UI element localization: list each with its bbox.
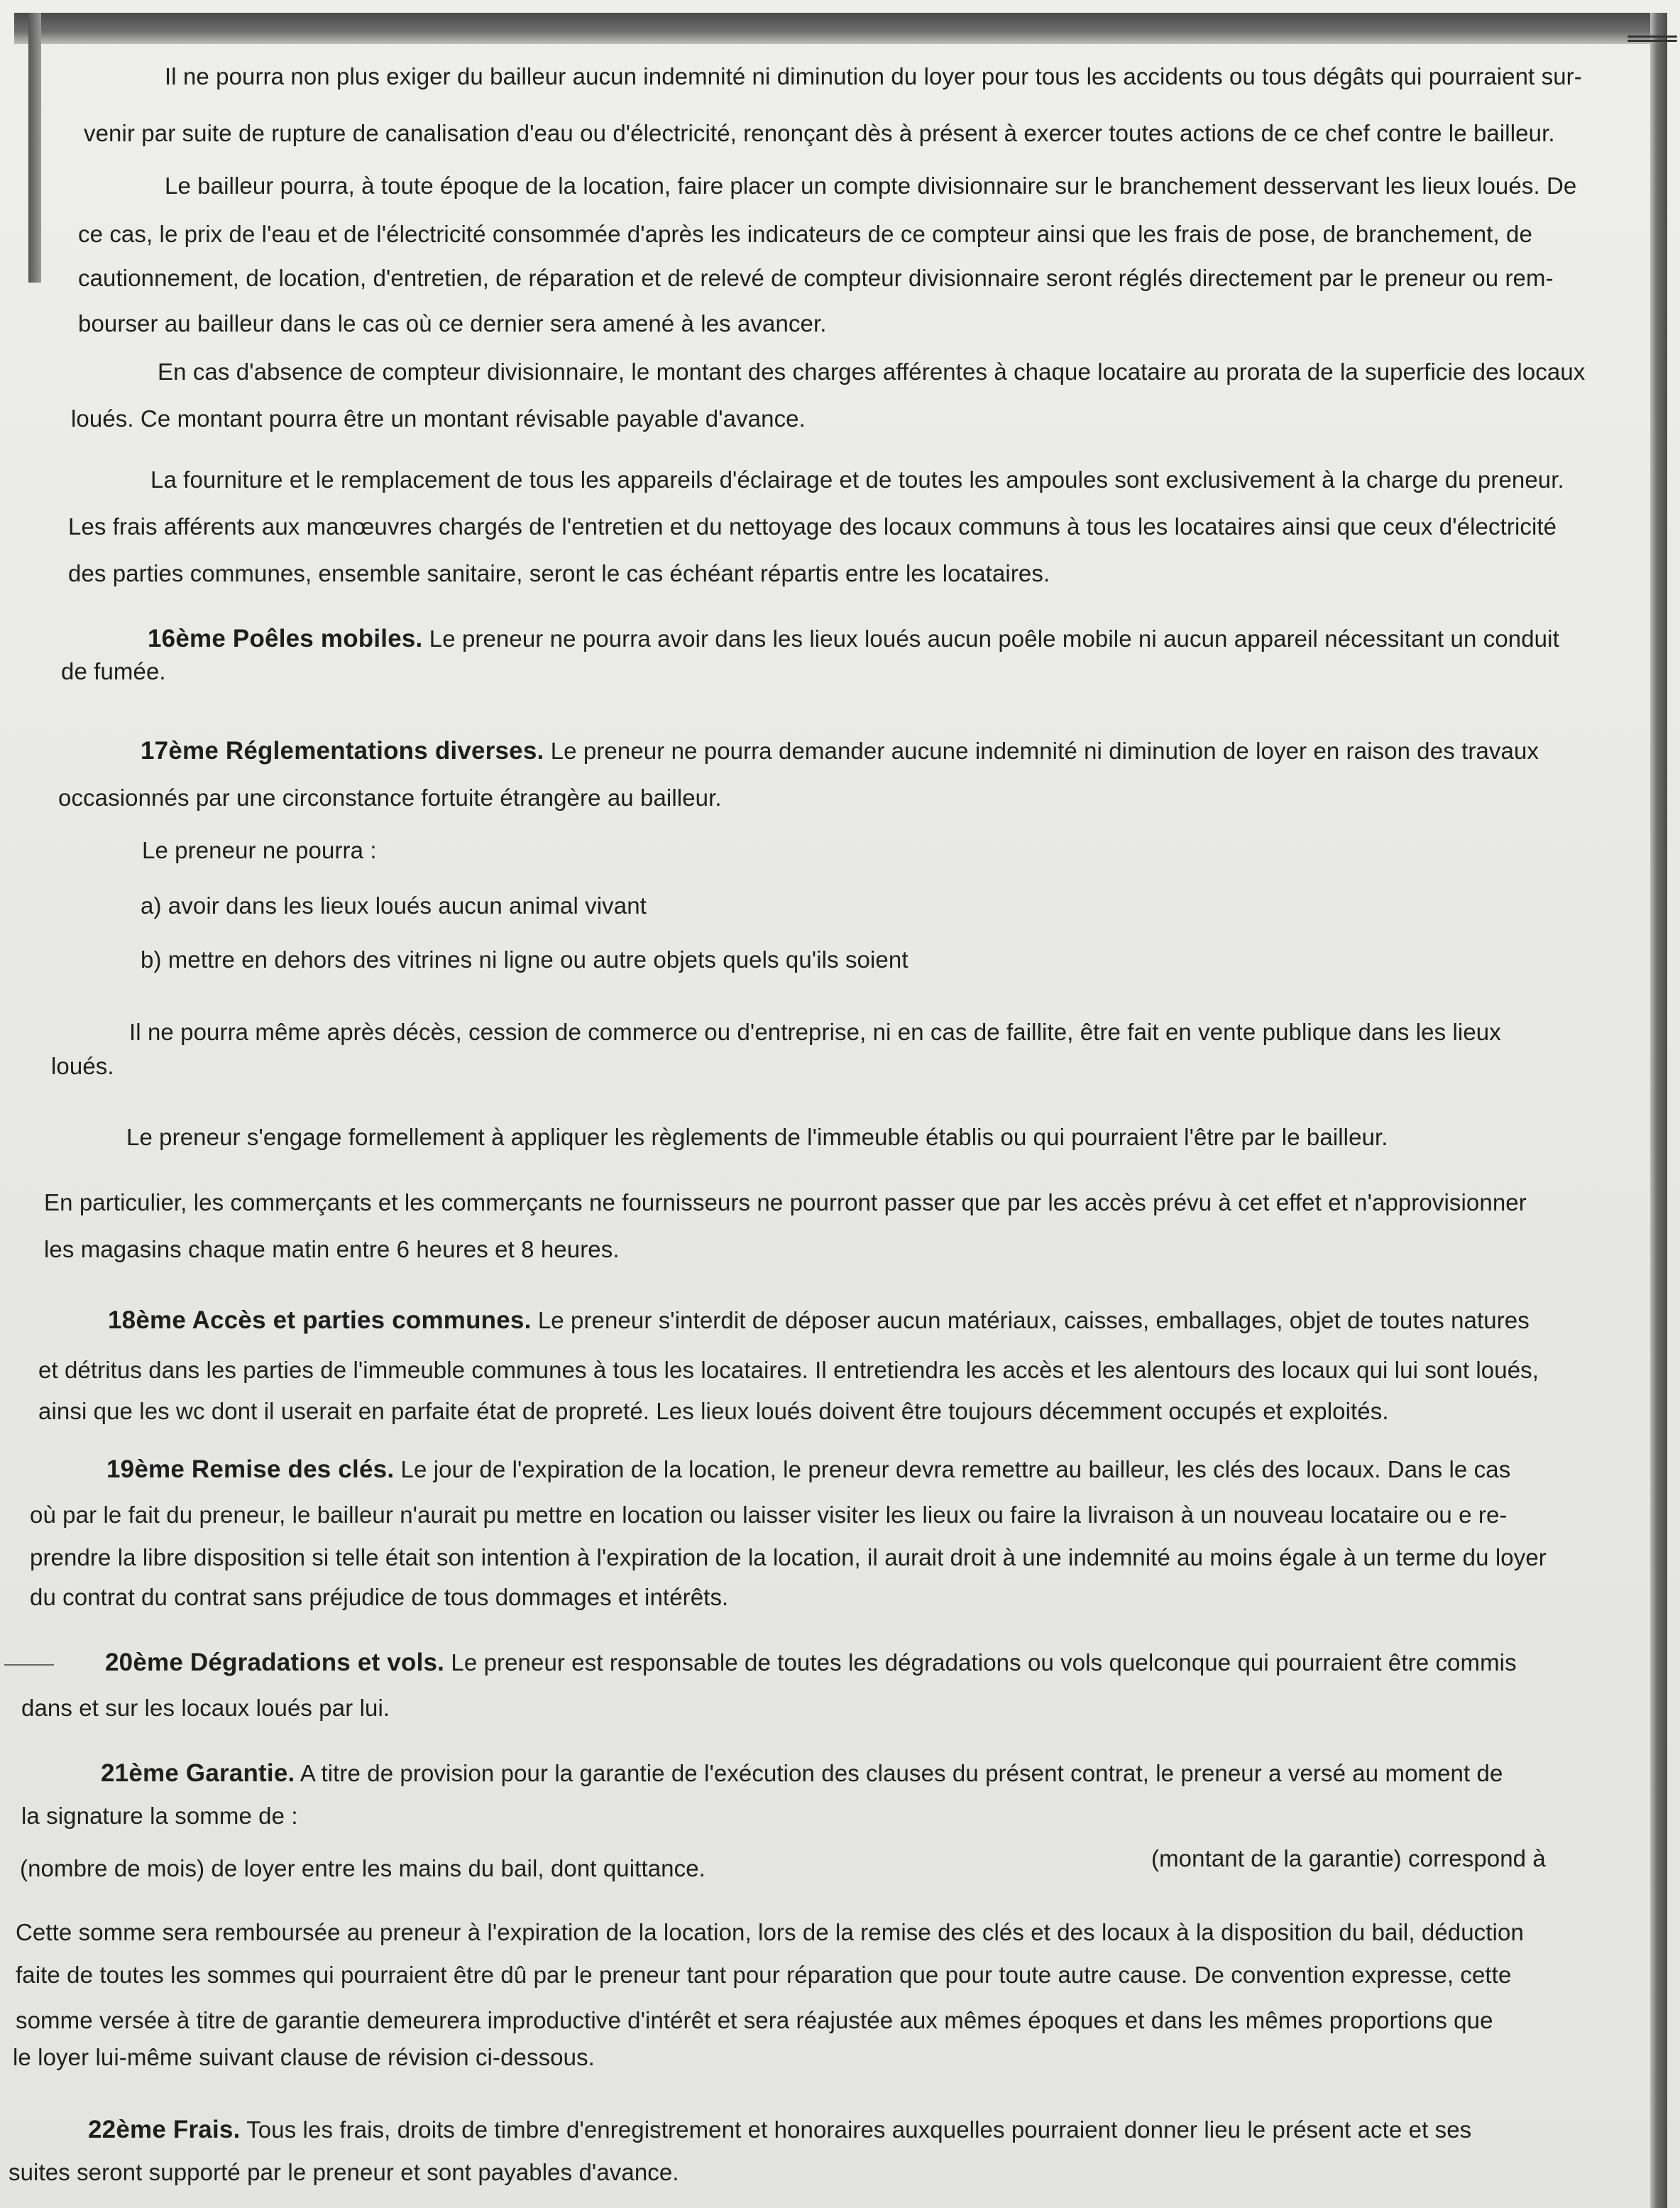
section-heading: 16ème Poêles mobiles	[148, 625, 416, 652]
list-item-b: b) mettre en dehors des vitrines ni ligne ou autre objets quels qu'ils soient	[141, 946, 908, 973]
text-line: ce cas, le prix de l'eau et de l'électricité consommée d'après les indicateurs de ce compteur ainsi que les frais de pose, de branchement, de	[78, 221, 1532, 247]
text-line: Le preneur ne pourra :	[142, 837, 377, 863]
scan-border-right	[1650, 13, 1667, 2208]
section-heading: 21ème Garantie	[101, 1759, 288, 1787]
text-line: (nombre de mois) de loyer entre les mains du bail, dont quittance.	[20, 1855, 706, 1881]
margin-pen-mark	[4, 1664, 54, 1666]
list-item-a: a) avoir dans les lieux loués aucun animal vivant	[141, 892, 647, 919]
text-line: Le preneur s'interdit de déposer aucun matériaux, caisses, emballages, objet de toutes natures	[537, 1307, 1530, 1333]
text-line: Les frais afférents aux manœuvres chargés de l'entretien et du nettoyage des locaux communs à tous les locataires ainsi que ceux d'électricité	[68, 513, 1557, 540]
text-line: Le jour de l'expiration de la location, le preneur devra remettre au bailleur, les clés des locaux. Dans le cas	[400, 1456, 1511, 1482]
text-line: des parties communes, ensemble sanitaire, seront le cas échéant répartis entre les locataires.	[68, 560, 1050, 586]
text-line: Il ne pourra même après décès, cession de commerce ou d'entreprise, ni en cas de faillite, être fait en vente publique dans les lieux	[129, 1019, 1501, 1045]
text-line: En particulier, les commerçants et les commerçants ne fournisseurs ne pourront passer que par les accès prévu à cet effet et n'approvisionner	[44, 1189, 1527, 1215]
section-heading: 17ème Réglementations diverses	[141, 737, 537, 765]
text-line: venir par suite de rupture de canalisation d'eau ou d'électricité, renonçant dès à présent à exercer toutes actions de ce chef contre le bailleur.	[84, 120, 1555, 146]
section-19: 19ème Remise des clés. Le jour de l'expiration de la location, le preneur devra remettre au bailleur, les clés des locaux. Dans le cas	[106, 1455, 1511, 1483]
section-heading: 19ème Remise des clés	[106, 1455, 388, 1483]
section-17: 17ème Réglementations diverses. Le preneur ne pourra demander aucune indemnité ni diminution de loyer en raison des travaux	[141, 737, 1539, 765]
text-line: Le preneur est responsable de toutes les dégradations ou vols quelconque qui pourraient être commis	[451, 1649, 1517, 1676]
text-line: Le preneur ne pourra demander aucune indemnité ni diminution de loyer en raison des travaux	[550, 738, 1539, 764]
text-line: Le preneur ne pourra avoir dans les lieux loués aucun poêle mobile ni aucun appareil nécessitant un conduit	[429, 625, 1559, 652]
text-line: où par le fait du preneur, le bailleur n'aurait pu mettre en location ou laisser visiter les lieux ou faire la livraison à un nouveau locataire ou e re-	[30, 1502, 1508, 1528]
text-line: la signature la somme de :	[21, 1803, 298, 1829]
text-line: le loyer lui-même suivant clause de révision ci-dessous.	[13, 2044, 595, 2070]
section-20: 20ème Dégradations et vols. Le preneur est responsable de toutes les dégradations ou vols quelconque qui pourraient être commis	[105, 1649, 1517, 1676]
text-line: dans et sur les locaux loués par lui.	[21, 1695, 390, 1721]
text-line: loués. Ce montant pourra être un montant révisable payable d'avance.	[71, 405, 806, 432]
scan-border-top	[14, 13, 1661, 44]
text-line: de fumée.	[61, 658, 166, 684]
text-line: Le bailleur pourra, à toute époque de la location, faire placer un compte divisionnaire sur le branchement desservant les lieux loués. De	[165, 173, 1577, 199]
section-heading: 22ème Frais	[88, 2116, 234, 2143]
section-21: 21ème Garantie. A titre de provision pour la garantie de l'exécution des clauses du présent contrat, le preneur a versé au moment de	[101, 1759, 1503, 1787]
section-heading: 18ème Accès et parties communes	[108, 1306, 525, 1334]
text-line: occasionnés par une circonstance fortuite étrangère au bailleur.	[58, 785, 722, 811]
corner-ink-mark	[1627, 35, 1677, 43]
section-16: 16ème Poêles mobiles. Le preneur ne pourra avoir dans les lieux loués aucun poêle mobile ni aucun appareil nécessitant un conduit	[148, 625, 1559, 652]
text-line: suites seront supporté par le preneur et sont payables d'avance.	[9, 2159, 679, 2185]
text-line: et détritus dans les parties de l'immeuble communes à tous les locataires. Il entretiendra les accès et les alentours des locaux qui lui sont loués,	[38, 1357, 1539, 1383]
document-body	[0, 43, 1647, 2208]
text-line: ainsi que les wc dont il userait en parfaite état de propreté. Les lieux loués doivent être toujours décemment occupés et exploités.	[38, 1398, 1389, 1424]
section-18: 18ème Accès et parties communes. Le preneur s'interdit de déposer aucun matériaux, caisses, emballages, objet de toutes natures	[108, 1306, 1530, 1334]
text-line: (montant de la garantie) correspond à	[1151, 1845, 1546, 1871]
section-heading: 20ème Dégradations et vols	[105, 1649, 438, 1676]
text-line: En cas d'absence de compteur divisionnaire, le montant des charges afférentes à chaque locataire au prorata de la superficie des locaux	[158, 359, 1586, 385]
text-line: Le preneur s'engage formellement à appliquer les règlements de l'immeuble établis ou qui pourraient l'être par le bailleur.	[126, 1124, 1388, 1150]
text-line: A titre de provision pour la garantie de l'exécution des clauses du présent contrat, le preneur a versé au moment de	[300, 1760, 1503, 1786]
text-line: les magasins chaque matin entre 6 heures et 8 heures.	[44, 1236, 620, 1262]
text-line: bourser au bailleur dans le cas où ce dernier sera amené à les avancer.	[78, 310, 827, 337]
text-line: du contrat du contrat sans préjudice de tous dommages et intérêts.	[30, 1584, 729, 1610]
section-22: 22ème Frais. Tous les frais, droits de timbre d'enregistrement et honoraires auxquelles pourraient donner lieu le présent acte et ses	[88, 2116, 1472, 2143]
text-line: La fourniture et le remplacement de tous les appareils d'éclairage et de toutes les ampoules sont exclusivement à la charge du preneur.	[150, 466, 1564, 493]
text-line: somme versée à titre de garantie demeurera improductive d'intérêt et sera réajustée aux mêmes époques et dans les mêmes proportions que	[16, 2007, 1493, 2033]
text-line: Tous les frais, droits de timbre d'enregistrement et honoraires auxquelles pourraient donner lieu le présent acte et ses	[246, 2116, 1472, 2143]
text-line: loués.	[51, 1053, 114, 1079]
text-line: faite de toutes les sommes qui pourraient être dû par le preneur tant pour réparation que pour toute autre cause. De convention expresse, cette	[16, 1962, 1512, 1988]
text-line: Cette somme sera remboursée au preneur à l'expiration de la location, lors de la remise des clés et des locaux à la disposition du bail, déduction	[16, 1919, 1524, 1945]
text-line: prendre la libre disposition si telle était son intention à l'expiration de la location, il aurait droit à une indemnité au moins égale à un terme du loyer	[30, 1544, 1547, 1570]
text-line: Il ne pourra non plus exiger du bailleur aucun indemnité ni diminution du loyer pour tous les accidents ou tous dégâts qui pourraient sur-	[165, 63, 1582, 89]
text-line: cautionnement, de location, d'entretien, de réparation et de relevé de compteur divisionnaire seront réglés directement par le preneur ou rem-	[78, 265, 1554, 291]
